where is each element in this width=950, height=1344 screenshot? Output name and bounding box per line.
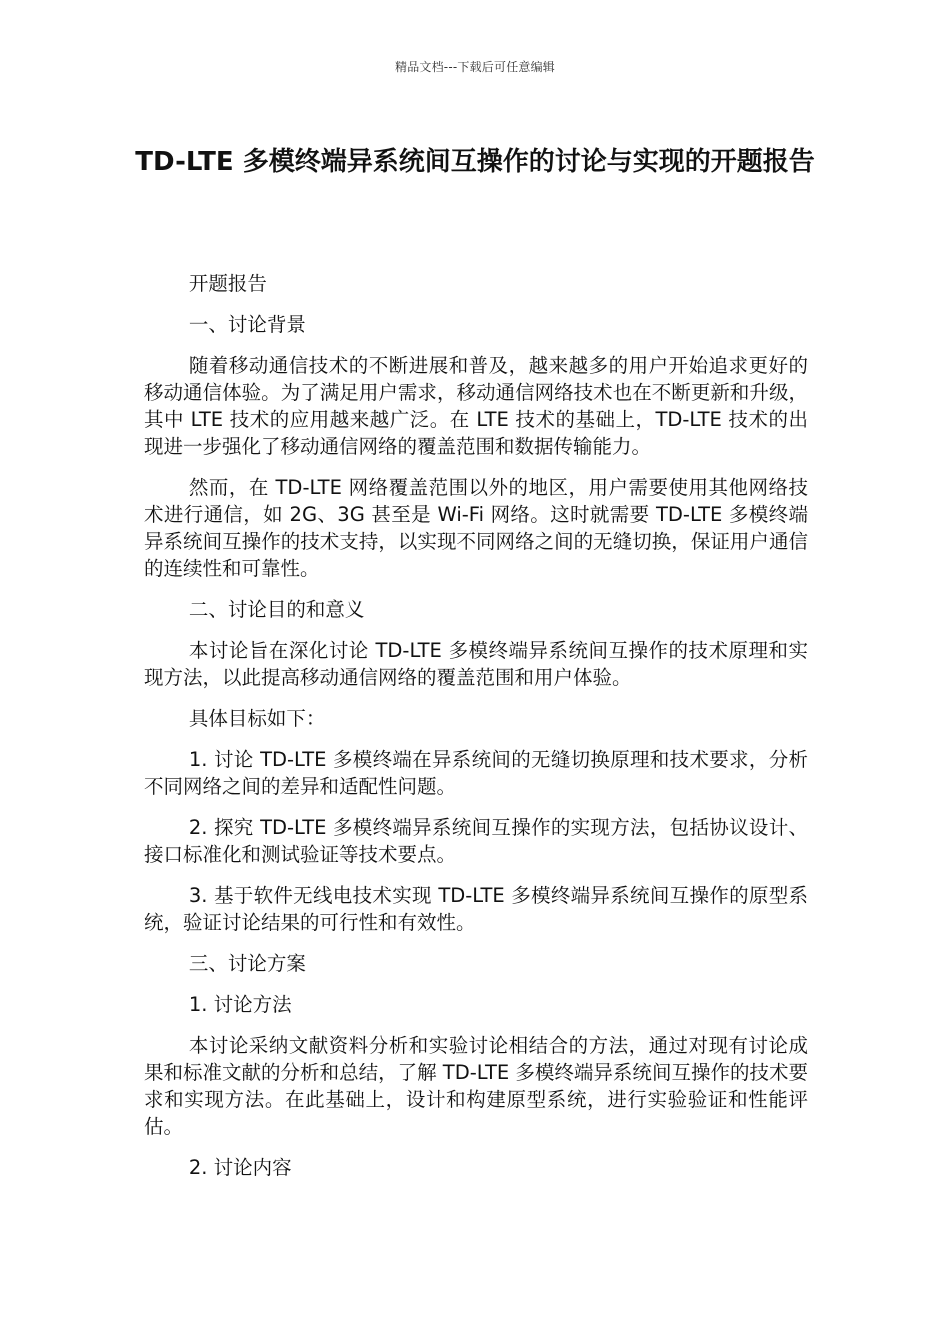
- section-heading-background: 一、讨论背景: [188, 313, 306, 336]
- document-body: [144, 270, 808, 1195]
- section-heading-purpose: 二、讨论目的和意义: [188, 598, 365, 621]
- page-header-note: 精品文档---下载后可任意编辑: [395, 60, 555, 74]
- paragraph-report-heading: 开题报告: [188, 272, 267, 295]
- document-title: TD-LTE 多模终端异系统间互操作的讨论与实现的开题报告: [135, 147, 815, 177]
- paragraph-method: 本讨论采纳文献资料分析和实验讨论相结合的方法，通过对现有讨论成果和标准文献的分析和总结，了解 TD-LTE 多模终端异系统间互操作的技术要求和实现方法。在此基础上，设计和构建原型系统，进行实验验证和性能评估。: [144, 1034, 808, 1138]
- subheading-method: 1. 讨论方法: [188, 993, 292, 1016]
- list-item-goal-3: 3. 基于软件无线电技术实现 TD-LTE 多模终端异系统间互操作的原型系统，验证讨论结果的可行性和有效性。: [144, 884, 808, 934]
- paragraph-background-2: 然而，在 TD-LTE 网络覆盖范围以外的地区，用户需要使用其他网络技术进行通信，如 2G、3G 甚至是 Wi-Fi 网络。这时就需要 TD-LTE 多模终端异系统间互操作的技术支持，以实现不同网络之间的无缝切换，保证用户通信的连续性和可靠性。: [144, 476, 808, 580]
- subheading-content: 2. 讨论内容: [188, 1156, 292, 1179]
- list-item-goal-1: 1. 讨论 TD-LTE 多模终端在异系统间的无缝切换原理和技术要求，分析不同网络之间的差异和适配性问题。: [144, 748, 808, 798]
- paragraph-background-1: 随着移动通信技术的不断进展和普及，越来越多的用户开始追求更好的移动通信体验。为了满足用户需求，移动通信网络技术也在不断更新和升级，其中 LTE 技术的应用越来越广泛。在 LTE 技术的基础上，TD-LTE 技术的出现进一步强化了移动通信网络的覆盖范围和数据传输能力。: [144, 354, 808, 458]
- paragraph-goals-intro: 具体目标如下：: [188, 707, 326, 730]
- paragraph-purpose: 本讨论旨在深化讨论 TD-LTE 多模终端异系统间互操作的技术原理和实现方法，以此提高移动通信网络的覆盖范围和用户体验。: [144, 639, 808, 689]
- list-item-goal-2: 2. 探究 TD-LTE 多模终端异系统间互操作的实现方法，包括协议设计、接口标准化和测试验证等技术要点。: [144, 816, 808, 866]
- section-heading-plan: 三、讨论方案: [188, 952, 306, 975]
